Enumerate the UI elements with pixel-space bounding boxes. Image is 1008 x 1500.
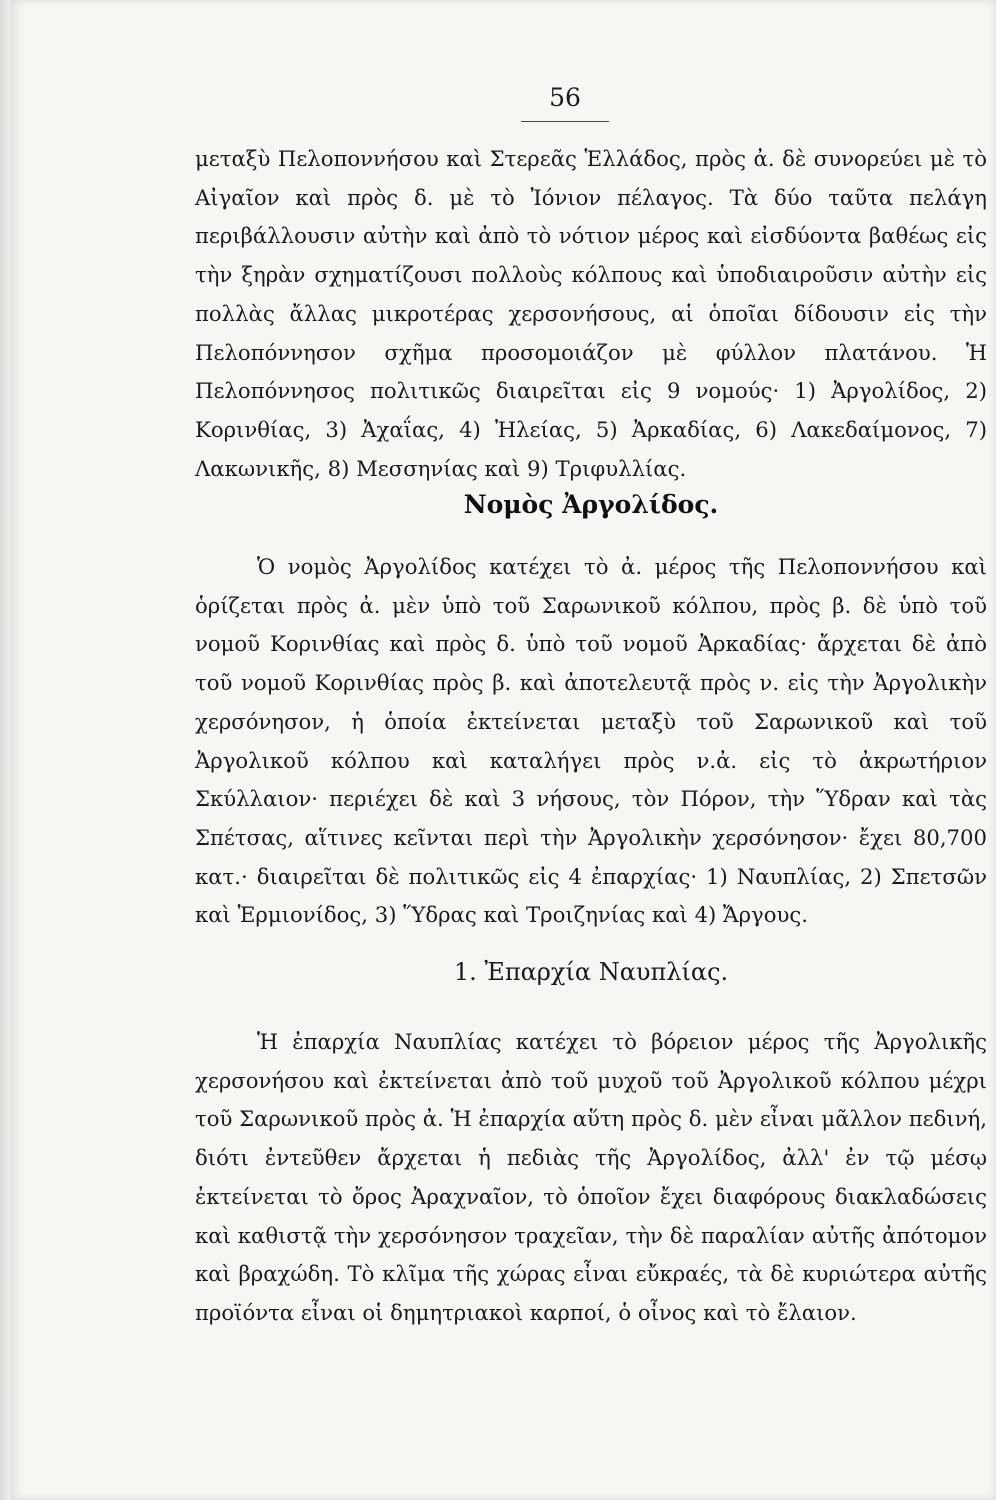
intro-paragraph: μεταξὺ Πελοποννήσου καὶ Στερεᾶς Ἑλλάδος, πρὸς ἀ. δὲ συνορεύει μὲ τὸ Αἰγαῖον καὶ πρὸς δ. μὲ τὸ Ἰόνιον πέλαγος. Τὰ δύο ταῦτα πελάγη περιβάλλουσιν αὐτὴν καὶ ἀπὸ τὸ νότιον μέρος καὶ εἰσδύοντα βαθέως εἰς τὴν ξηρὰν σχηματίζουσι πολλοὺς κόλπους καὶ ὑποδιαιροῦσιν αὐτὴν εἰς πολλὰς ἄλλας μικροτέρας χερσονήσους, αἱ ὁποῖαι δίδουσιν εἰς τὴν Πελοπόννησον σχῆμα προσομοιάζον μὲ φύλλον πλατάνου. Ἡ Πελοπόννησος πολιτικῶς διαιρεῖται εἰς 9 νομούς· 1) Ἀργολίδος, 2) Κορινθίας, 3) Ἀχαΐας, 4) Ἠλείας, 5) Ἀρκαδίας, 6) Λακεδαίμονος, 7) Λακωνικῆς, 8) Μεσσηνίας καὶ 9) Τριφυλλίας. [195,146,987,481]
page-edge [0,0,10,1500]
page-number-rule [521,121,609,122]
section-heading: Νομὸς Ἀργολίδος. [463,490,719,519]
nafplio-paragraph: Ἡ ἐπαρχία Ναυπλίας κατέχει τὸ βόρειον μέρος τῆς Ἀργολικῆς χερσονήσου καὶ ἐκτείνεται ἀπὸ τοῦ μυχοῦ τοῦ Ἀργολικοῦ κόλπου μέχρι τοῦ Σαρωνικοῦ πρὸς ἀ. Ἡ ἐπαρχία αὕτη πρὸς δ. μὲν εἶναι μᾶλλον πεδινή, διότι ἐντεῦθεν ἄρχεται ἡ πεδιὰς τῆς Ἀργολίδος, ἀλλ' ἐν τῷ μέσῳ ἐκτείνεται τὸ ὄρος Ἀραχναῖον, τὸ ὁποῖον ἔχει διαφόρους διακλαδώσεις καὶ καθιστᾷ τὴν χερσόνησον τραχεῖαν, τὴν δὲ παραλίαν αὐτῆς ἀπότομον καὶ βραχώδη. Τὸ κλῖμα τῆς χώρας εἶναι εὔκραές, τὰ δὲ κυριώτερα αὐτῆς προϊόντα εἶναι οἱ δημητριακοὶ καρποί, ὁ οἶνος καὶ τὸ ἔλαιον. [195,1029,987,1325]
argolis-paragraph: Ὁ νομὸς Ἀργολίδος κατέχει τὸ ἀ. μέρος τῆς Πελοποννήσου καὶ ὁρίζεται πρὸς ἀ. μὲν ὑπὸ τοῦ Σαρωνικοῦ κόλπου, πρὸς β. δὲ ὑπὸ τοῦ νομοῦ Κορινθίας καὶ πρὸς δ. ὑπὸ τοῦ νομοῦ Ἀρκαδίας· ἄρχεται δὲ ἀπὸ τοῦ νομοῦ Κορινθίας πρὸς β. καὶ ἀποτελευτᾷ πρὸς ν. εἰς τὴν Ἀργολικὴν χερσόνησον, ἡ ὁποία ἐκτείνεται μεταξὺ τοῦ Σαρωνικοῦ καὶ τοῦ Ἀργολικοῦ κόλπου καὶ καταλήγει πρὸς ν.ἀ. εἰς τὸ ἀκρωτήριον Σκύλλαιον· περιέχει δὲ καὶ 3 νήσους, τὸν Πόρον, τὴν Ὕδραν καὶ τὰς Σπέτσας, αἵτινες κεῖνται περὶ τὴν Ἀργολικὴν χερσόνησον· ἔχει 80,700 κατ.· διαιρεῖται δὲ πολιτικῶς εἰς 4 ἐπαρχίας· 1) Ναυπλίας, 2) Σπετσῶν καὶ Ἑρμιονίδος, 3) Ὕδρας καὶ Τροιζηνίας καὶ 4) Ἄργους. [195,554,987,928]
page-number: 56 [549,83,581,112]
subsection-heading: 1. Ἐπαρχία Ναυπλίας. [453,958,729,986]
